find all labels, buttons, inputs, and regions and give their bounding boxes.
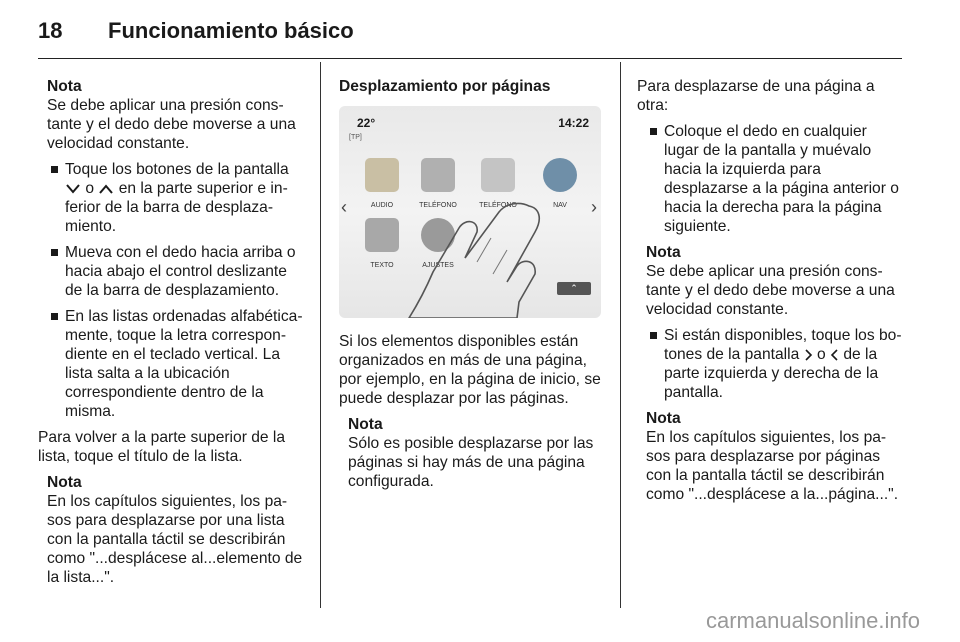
scroll-up-bar: ⌃ (557, 282, 591, 295)
page-number: 18 (38, 18, 63, 43)
audio-app-icon (365, 158, 399, 192)
page-left-arrow-icon: ‹ (341, 197, 347, 217)
note-title: Nota (646, 410, 681, 427)
note-box (339, 415, 607, 491)
note-title: Nota (348, 416, 383, 433)
clock-label: 14:22 (558, 116, 589, 130)
chevron-down-icon (65, 183, 81, 195)
list-item-text: Toque los botones de la pantalla (65, 161, 289, 178)
app-label: AUDIO (370, 202, 394, 209)
list-item-text: Mueva con el dedo hacia arriba o hacia abajo el control deslizante de la barra de desplazamiento. (65, 244, 296, 299)
phone-app-icon (421, 158, 455, 192)
list-item-text: en la parte superior e inferior de la barra de desplazamiento. (65, 180, 288, 235)
left-column (38, 77, 306, 594)
note-text: Se debe aplicar una presión constante y el dedo debe moverse a una velocidad constante. (646, 263, 895, 318)
app-label: NAV (553, 202, 567, 209)
note-title: Nota (47, 78, 82, 95)
bullet-square-icon (51, 313, 58, 320)
note-title: Nota (47, 474, 82, 491)
list-item (47, 160, 306, 236)
phone-app-icon (481, 158, 515, 192)
tp-indicator: [TP] (349, 134, 362, 141)
list-item-text: En las listas ordenadas alfabéticamente, toque la letra correspondiente en el teclado vertical. La lista salta a la ubicación correspondiente dentro de la misma. (65, 308, 303, 420)
bullet-square-icon (650, 128, 657, 135)
note-title: Nota (646, 244, 681, 261)
note-text: Se debe aplicar una presión constante y el dedo debe moverse a una velocidad constante. (47, 97, 296, 152)
page-header (38, 18, 354, 44)
list-item-text: de la parte izquierda y derecha de la pantalla. (664, 346, 879, 401)
hand-swipe-icon (399, 202, 569, 318)
list-item (47, 307, 306, 421)
note-box (637, 409, 905, 504)
list-item-text: o (816, 346, 826, 363)
chevron-up-icon (98, 183, 114, 195)
note-box (637, 243, 905, 319)
list-item-text: o (85, 180, 95, 197)
chevron-left-icon (830, 349, 839, 361)
bullet-square-icon (51, 249, 58, 256)
column-divider-1 (320, 62, 321, 608)
right-column (637, 77, 905, 511)
note-text: En los capítulos siguientes, los pasos para desplazarse por páginas con la pantalla táctil se describirán como "...desplácese a la...página...". (646, 429, 899, 503)
note-box (38, 77, 306, 153)
list-item (646, 326, 905, 402)
home-screen-illustration (339, 106, 601, 318)
bullet-list (637, 122, 905, 236)
bullet-list (637, 326, 905, 402)
paragraph: Para desplazarse de una página a otra: (637, 78, 875, 114)
app-label: TEXTO (370, 262, 394, 269)
bullet-list (38, 160, 306, 421)
app-label: AJUSTES (422, 262, 454, 269)
list-item (646, 122, 905, 236)
navigation-compass-icon (543, 158, 577, 192)
watermark: carmanualsonline.info (705, 608, 920, 633)
note-text: Sólo es posible desplazarse por las páginas si hay más de una página configurada. (348, 435, 594, 490)
app-label: TELÉFONO (419, 202, 457, 209)
paragraph: Si los elementos disponibles están organizados en más de una página, por ejemplo, en la página de inicio, se puede desplazar por las páginas. (339, 333, 601, 407)
list-item (47, 243, 306, 300)
text-app-icon (365, 218, 399, 252)
list-item-text: Si están disponibles, toque los botones de la pantalla (664, 327, 902, 363)
section-heading: Desplazamiento por páginas (339, 78, 551, 95)
header-rule (38, 58, 902, 59)
app-label: TELÉFONO (479, 202, 517, 209)
column-divider-2 (620, 62, 621, 608)
list-item-text: Coloque el dedo en cualquier lugar de la pantalla y muévalo hacia la izquierda para desplazarse a la página anterior o hacia la derecha para la página siguiente. (664, 123, 899, 235)
note-box (38, 473, 306, 587)
note-text: En los capítulos siguientes, los pasos para desplazarse por una lista con la pantalla táctil se describirán como "...desplácese al...elemento de la lista...". (47, 493, 303, 586)
page-title: Funcionamiento básico (108, 18, 354, 43)
middle-column (339, 77, 607, 498)
page-right-arrow-icon: › (591, 197, 597, 217)
bullet-square-icon (51, 166, 58, 173)
chevron-right-icon (804, 349, 813, 361)
bullet-square-icon (650, 332, 657, 339)
paragraph: Para volver a la parte superior de la lista, toque el título de la lista. (38, 429, 286, 465)
temperature-label: 22° (357, 116, 376, 130)
